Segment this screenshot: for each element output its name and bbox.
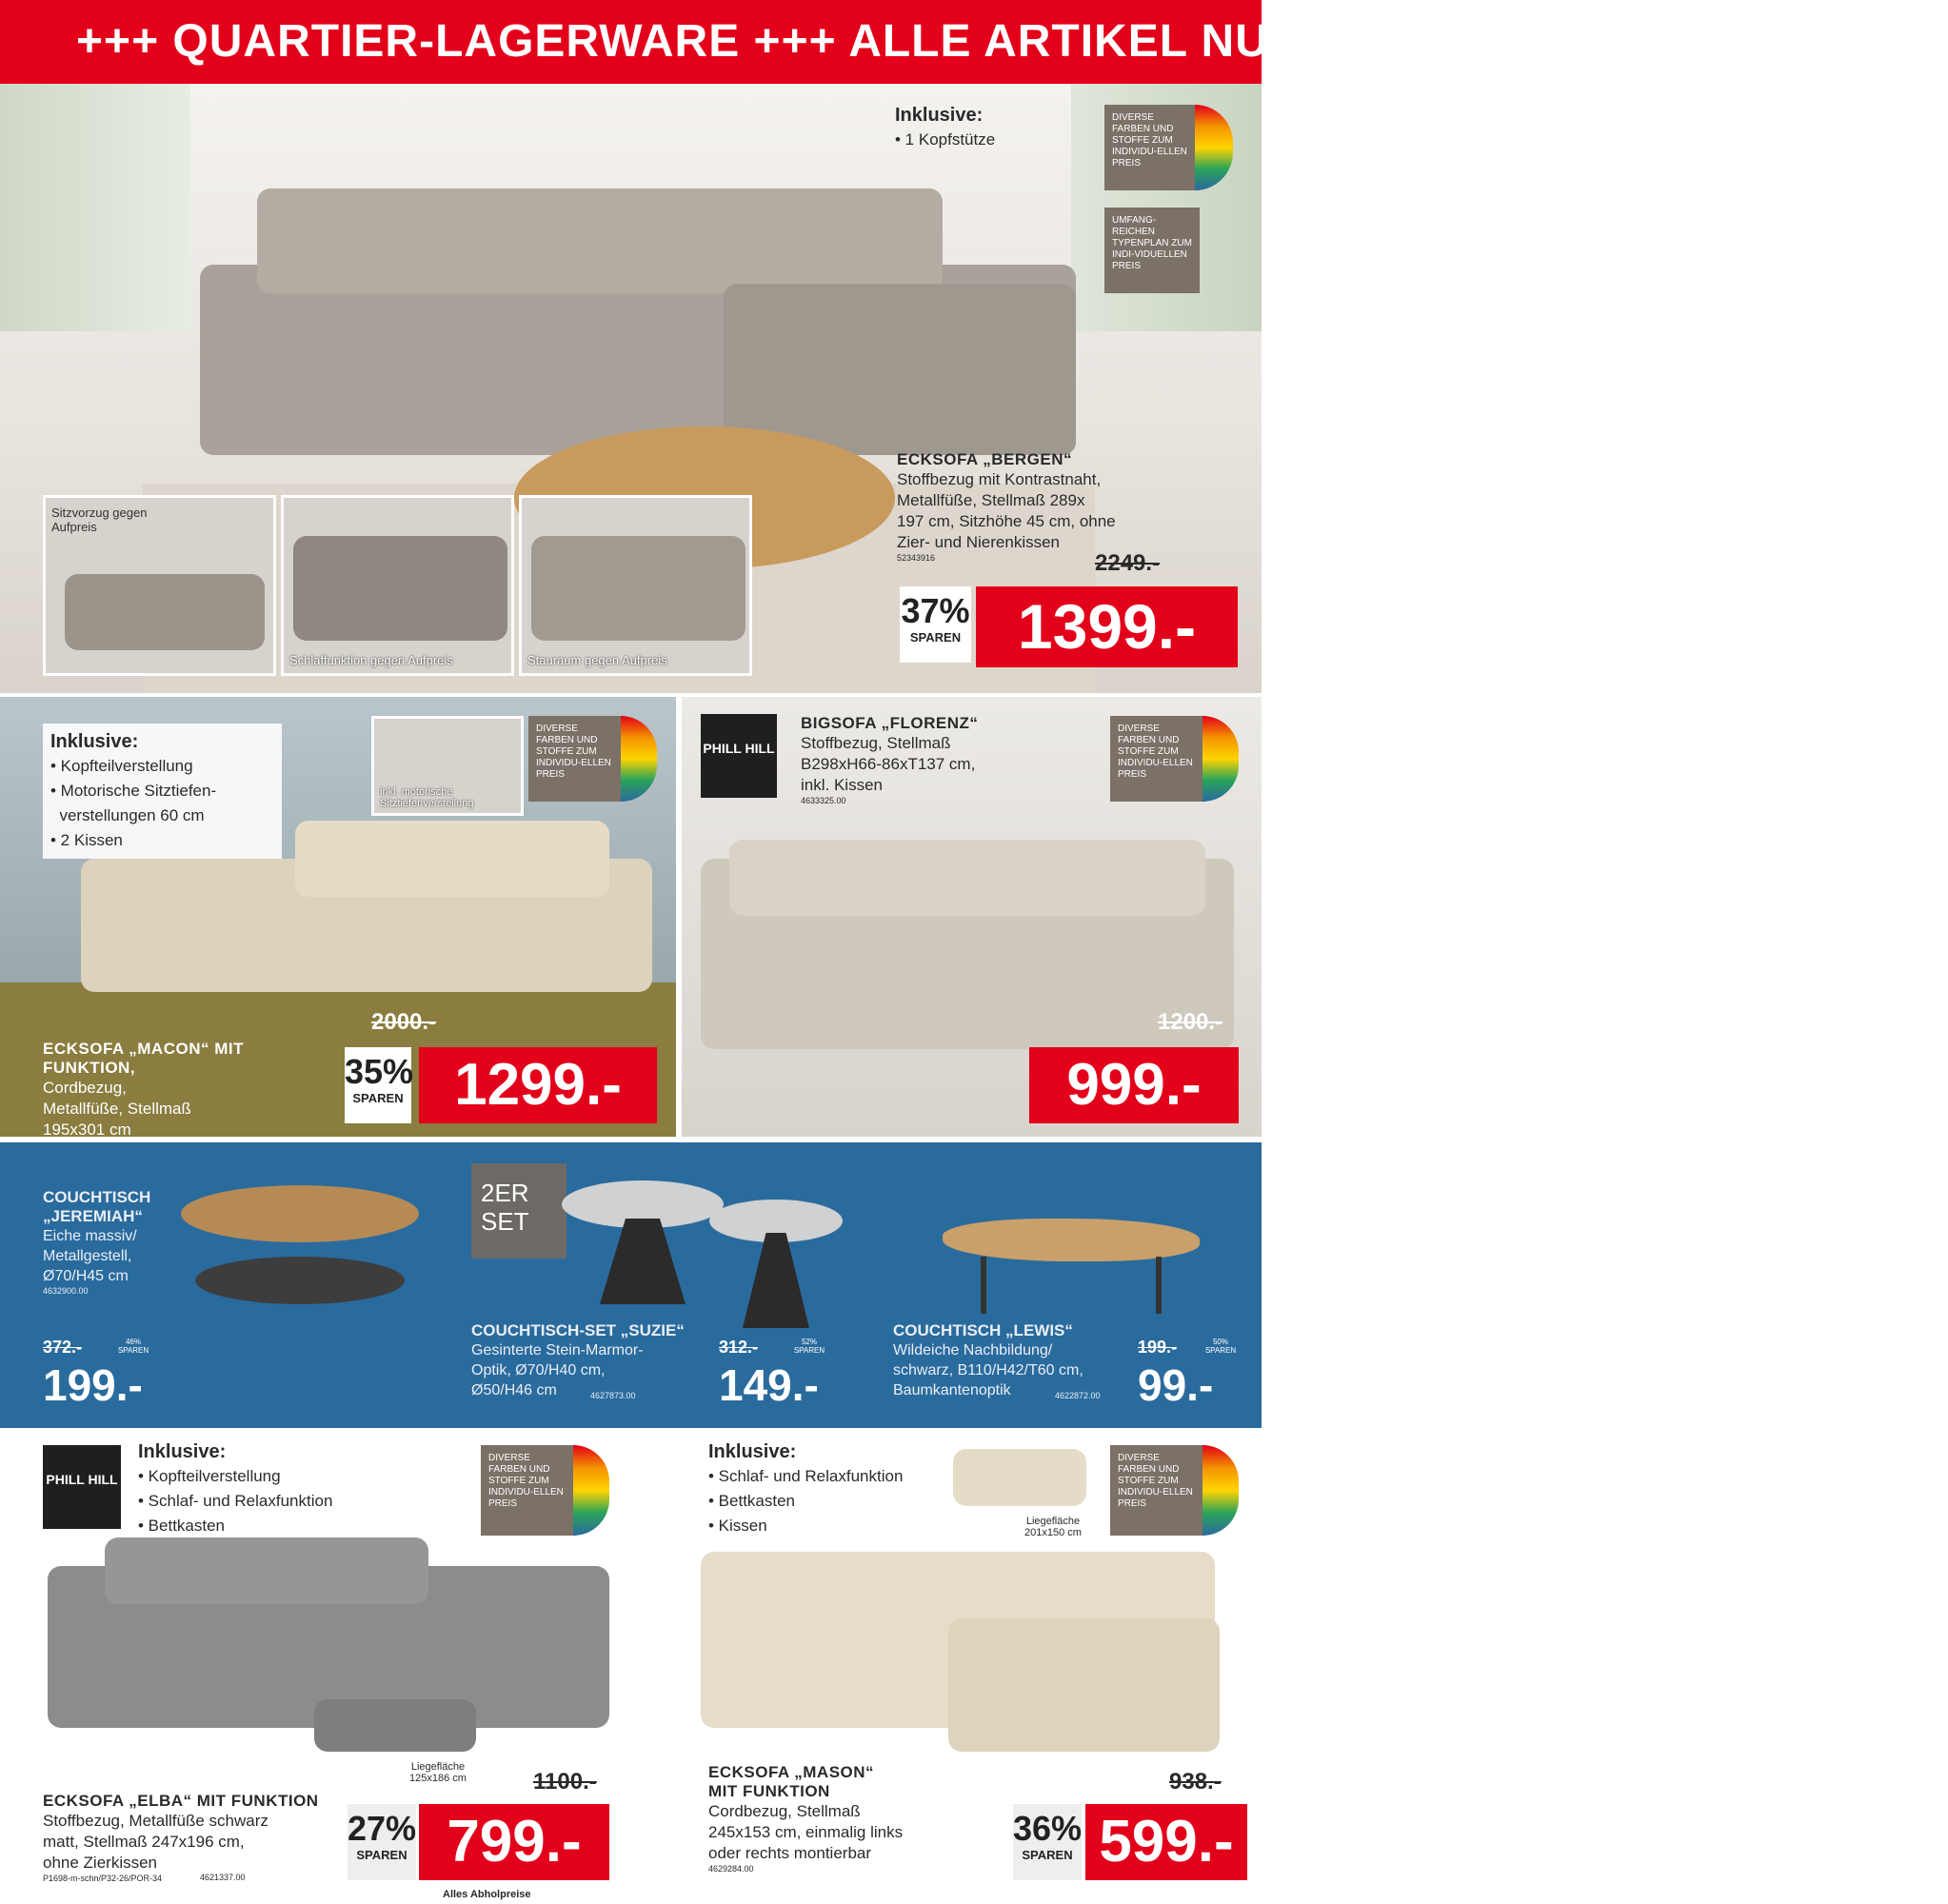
- price: 199.-: [43, 1360, 143, 1410]
- inset-caption: inkl. motorische Sitztiefenverstellung: [380, 786, 474, 809]
- sofa-back: [729, 840, 1205, 916]
- price: 799.-: [447, 1809, 582, 1874]
- price: 1299.-: [454, 1052, 622, 1118]
- sofa-chaise: [724, 284, 1076, 455]
- typeplan-badge-text: UMFANG-REICHEN TYPENPLAN ZUM INDI-VIDUELLEN PREIS: [1112, 215, 1192, 271]
- table-lewis-image: [943, 1219, 1200, 1261]
- price: 1399.-: [1017, 591, 1197, 662]
- old-price: 199.-: [1138, 1338, 1178, 1357]
- colors-badge: [481, 1445, 576, 1536]
- price-tag: [419, 1047, 657, 1123]
- colors-badge: [1104, 105, 1200, 190]
- product-desc-line: Eiche massiv/: [43, 1228, 137, 1244]
- florenz-section: [682, 697, 1262, 1137]
- product-title: „JEREMIAH“: [43, 1207, 143, 1225]
- price-tag: [1085, 1804, 1247, 1880]
- inclusive-item: • Kopfteilverstellung: [138, 1467, 281, 1485]
- inclusive-item: verstellungen 60 cm: [50, 806, 205, 824]
- macon-inclusive: [43, 724, 282, 859]
- old-price: 1200.-: [1158, 1009, 1223, 1035]
- product-desc-line: matt, Stellmaß 247x196 cm,: [43, 1833, 245, 1851]
- price: 599.-: [1099, 1809, 1234, 1874]
- thumb-caption: Stauraum gegen Aufpreis: [527, 653, 667, 667]
- elba-info: [43, 1792, 348, 1883]
- bergen-section: [0, 84, 1262, 693]
- price-tag: [976, 586, 1238, 667]
- product-desc-line: inkl. Kissen: [801, 776, 883, 794]
- colors-badge: [1110, 716, 1205, 802]
- inclusive-heading: Inklusive:: [708, 1441, 797, 1462]
- article-number: 4632900.00: [43, 1286, 89, 1296]
- window: [0, 84, 190, 331]
- colors-badge-text: DIVERSE FARBEN UND STOFFE ZUM INDIVIDU-ELLEN PREIS: [536, 724, 611, 780]
- colors-badge-text: DIVERSE FARBEN UND STOFFE ZUM INDIVIDU-ELLEN PREIS: [1112, 112, 1187, 169]
- table-suzie-base: [600, 1219, 686, 1304]
- table-lewis-legs: [981, 1257, 1162, 1314]
- product-title: ECKSOFA „MACON“ MIT FUNKTION,: [43, 1040, 244, 1077]
- brand-logo: [701, 714, 777, 798]
- thumb-sofa: [293, 536, 507, 641]
- price-tag: [1029, 1047, 1239, 1123]
- inclusive-item: • Schlaf- und Relaxfunktion: [138, 1492, 333, 1510]
- old-price: 938.-: [1169, 1769, 1222, 1795]
- product-desc-line: B298xH66-86xT137 cm,: [801, 755, 976, 773]
- suzie-info: [471, 1321, 709, 1400]
- sofa-back: [257, 188, 943, 293]
- product-title: ECKSOFA „MASON“: [708, 1763, 875, 1781]
- brand-logo-text: PHILL HILL: [46, 1472, 118, 1487]
- sofa-chaise: [948, 1618, 1220, 1752]
- inclusive-heading: Inklusive:: [895, 105, 984, 126]
- set-tag-line: SET: [481, 1207, 529, 1236]
- product-desc-line: Cordbezug, Stellmaß: [708, 1802, 861, 1820]
- price-tag: [419, 1804, 609, 1880]
- footer-note: Alles Abholpreise: [443, 1889, 531, 1900]
- save-percent: 36%: [1013, 1809, 1083, 1848]
- price: 149.-: [719, 1360, 819, 1410]
- save-badge: [345, 1047, 414, 1123]
- florenz-info: [801, 714, 1020, 805]
- sofa-back: [295, 821, 609, 897]
- product-title: ECKSOFA „BERGEN“: [897, 450, 1073, 468]
- product-desc-line: Baumkantenoptik: [893, 1382, 1011, 1398]
- old-price: 372.-: [43, 1338, 83, 1357]
- product-desc-line: 197 cm, Sitzhöhe 45 cm, ohne: [897, 512, 1116, 530]
- save-percent: 37%: [901, 591, 970, 630]
- article-number: 4629284.00: [708, 1864, 754, 1874]
- table-suzie-small-base: [743, 1233, 809, 1328]
- product-desc-line: Optik, Ø70/H40 cm,: [471, 1362, 606, 1378]
- colors-badge-text: DIVERSE FARBEN UND STOFFE ZUM INDIVIDU-ELLEN PREIS: [1118, 1453, 1193, 1509]
- lie-area-line: 201x150 cm: [1024, 1527, 1082, 1538]
- colors-badge: [528, 716, 624, 802]
- product-desc-line: Stoffbezug mit Kontrastnaht,: [897, 470, 1102, 488]
- bergen-inclusive: [895, 103, 995, 152]
- old-price: 2249.-: [1095, 550, 1161, 576]
- old-price: 312.-: [719, 1338, 759, 1357]
- save-badge: 52% SPAREN: [793, 1338, 825, 1355]
- lie-area-line: Liegefläche: [1025, 1516, 1081, 1527]
- sofa-elba-bed-image: [314, 1699, 476, 1752]
- product-desc-line: Stoffbezug, Stellmaß: [801, 734, 951, 752]
- save-percent: 35%: [345, 1052, 414, 1091]
- inclusive-item: • 1 Kopfstütze: [895, 130, 996, 149]
- brand-logo-text: PHILL HILL: [703, 741, 775, 756]
- set-tag: [471, 1163, 567, 1259]
- elba-inclusive: [138, 1439, 332, 1538]
- thumb-stauraum: [519, 495, 752, 676]
- thumb-sitzvorzug: [43, 495, 276, 676]
- product-desc-line: Metallgestell,: [43, 1248, 132, 1264]
- product-title: MIT FUNKTION: [708, 1782, 830, 1800]
- inclusive-item: • Schlaf- und Relaxfunktion: [708, 1467, 904, 1485]
- price: 99.-: [1138, 1360, 1214, 1410]
- typeplan-badge: [1104, 208, 1200, 293]
- product-desc-line: Ø70/H45 cm: [43, 1268, 129, 1284]
- bergen-info: [897, 450, 1183, 563]
- macon-info: [43, 1040, 281, 1150]
- product-title: BIGSOFA „FLORENZ“: [801, 714, 979, 732]
- product-desc-line: 195x301 cm: [43, 1121, 131, 1139]
- article-number: 52343916: [897, 553, 936, 563]
- product-title: COUCHTISCH: [43, 1188, 151, 1206]
- color-swatch-icon: [1203, 1445, 1239, 1536]
- product-desc-line: Zier- und Nierenkissen: [897, 533, 1061, 551]
- article-number: 4622872.00: [1055, 1391, 1101, 1400]
- thumb-caption: Sitzvorzug gegen Aufpreis: [51, 506, 148, 534]
- product-title: COUCHTISCH-SET „SUZIE“: [471, 1321, 685, 1339]
- article-number: 4627873.00: [590, 1391, 636, 1400]
- sofa-mason-bed-image: [953, 1449, 1086, 1506]
- lie-area-line: 125x186 cm: [409, 1773, 467, 1784]
- product-desc-line: ohne Zierkissen: [43, 1854, 158, 1872]
- thumb-schlaffunktion: [281, 495, 514, 676]
- set-tag-line: 2ER: [481, 1179, 529, 1207]
- inclusive-item: • Motorische Sitztiefen-: [50, 782, 217, 800]
- thumb-sofa: [531, 536, 745, 641]
- product-desc-line: Gesinterte Stein-Marmor-: [471, 1342, 644, 1359]
- coffee-tables-section: [0, 1142, 1262, 1428]
- color-swatch-icon: [573, 1445, 609, 1536]
- inclusive-item: • Kissen: [708, 1517, 767, 1535]
- inclusive-item: • Kopfteilverstellung: [50, 757, 193, 775]
- mason-info: [708, 1763, 975, 1874]
- lie-area: [1024, 1516, 1082, 1538]
- product-desc-line: 245x153 cm, einmalig links: [708, 1823, 904, 1841]
- save-percent: 27%: [348, 1809, 417, 1848]
- product-desc-line: Cordbezug,: [43, 1079, 127, 1097]
- top-banner: +++ QUARTIER-LAGERWARE +++ ALLE ARTIKEL NUR SOLANGE VORRAT REICHT: [0, 0, 1262, 84]
- inclusive-item: • 2 Kissen: [50, 831, 123, 849]
- inset-motor-photo: [371, 716, 524, 816]
- lewis-info: [893, 1321, 1150, 1400]
- article-number: P1698-m-schn/P32-26/POR-34: [43, 1874, 163, 1883]
- save-badge: [1013, 1804, 1082, 1880]
- article-number: 4633325.00: [801, 796, 846, 805]
- sofa-back: [105, 1537, 428, 1604]
- elba-section: [0, 1428, 628, 1904]
- save-badge: [348, 1804, 416, 1880]
- thumb-sofa: [65, 574, 265, 650]
- save-label: SPAREN: [1022, 1848, 1073, 1862]
- mason-inclusive: [708, 1439, 903, 1538]
- product-title: ECKSOFA „ELBA“ MIT FUNKTION: [43, 1792, 319, 1810]
- save-badge: 46% SPAREN: [117, 1338, 149, 1355]
- inclusive-item: • Bettkasten: [708, 1492, 796, 1510]
- product-desc-line: Stoffbezug, Metallfüße schwarz: [43, 1812, 268, 1830]
- colors-badge-text: DIVERSE FARBEN UND STOFFE ZUM INDIVIDU-ELLEN PREIS: [1118, 724, 1193, 780]
- thumb-caption: Schlaffunktion gegen Aufpreis: [289, 653, 453, 667]
- colors-badge: [1110, 1445, 1205, 1536]
- product-desc-line: schwarz, B110/H42/T60 cm,: [893, 1362, 1083, 1378]
- price: 999.-: [1066, 1052, 1202, 1118]
- macon-section: [0, 697, 676, 1137]
- table-jeremiah-image: [181, 1185, 419, 1242]
- colors-badge-text: DIVERSE FARBEN UND STOFFE ZUM INDIVIDU-ELLEN PREIS: [488, 1453, 564, 1509]
- save-label: SPAREN: [356, 1848, 407, 1862]
- mason-section: [634, 1428, 1262, 1904]
- product-desc-line: Metallfüße, Stellmaß: [43, 1100, 191, 1118]
- save-badge: [900, 586, 971, 663]
- table-shelf: [195, 1257, 405, 1304]
- save-badge: 50% SPAREN: [1204, 1338, 1237, 1355]
- lie-area: [409, 1761, 467, 1784]
- product-desc-line: Wildeiche Nachbildung/: [893, 1342, 1053, 1359]
- inclusive-item: • Bettkasten: [138, 1517, 226, 1535]
- product-desc-line: Ø50/H46 cm: [471, 1382, 557, 1398]
- brand-logo: [43, 1445, 121, 1529]
- save-label: SPAREN: [909, 630, 962, 645]
- save-label: SPAREN: [352, 1091, 404, 1105]
- inclusive-heading: Inklusive:: [50, 731, 139, 752]
- lie-area-line: Liegefläche: [410, 1761, 466, 1773]
- product-desc-line: Metallfüße, Stellmaß 289x: [897, 491, 1085, 509]
- old-price: 2000.-: [371, 1009, 437, 1035]
- article-number: 4621337.00: [200, 1873, 246, 1882]
- inclusive-heading: Inklusive:: [138, 1441, 227, 1462]
- product-desc-line: oder rechts montierbar: [708, 1844, 872, 1862]
- product-title: COUCHTISCH „LEWIS“: [893, 1321, 1073, 1339]
- old-price: 1100.-: [533, 1769, 597, 1795]
